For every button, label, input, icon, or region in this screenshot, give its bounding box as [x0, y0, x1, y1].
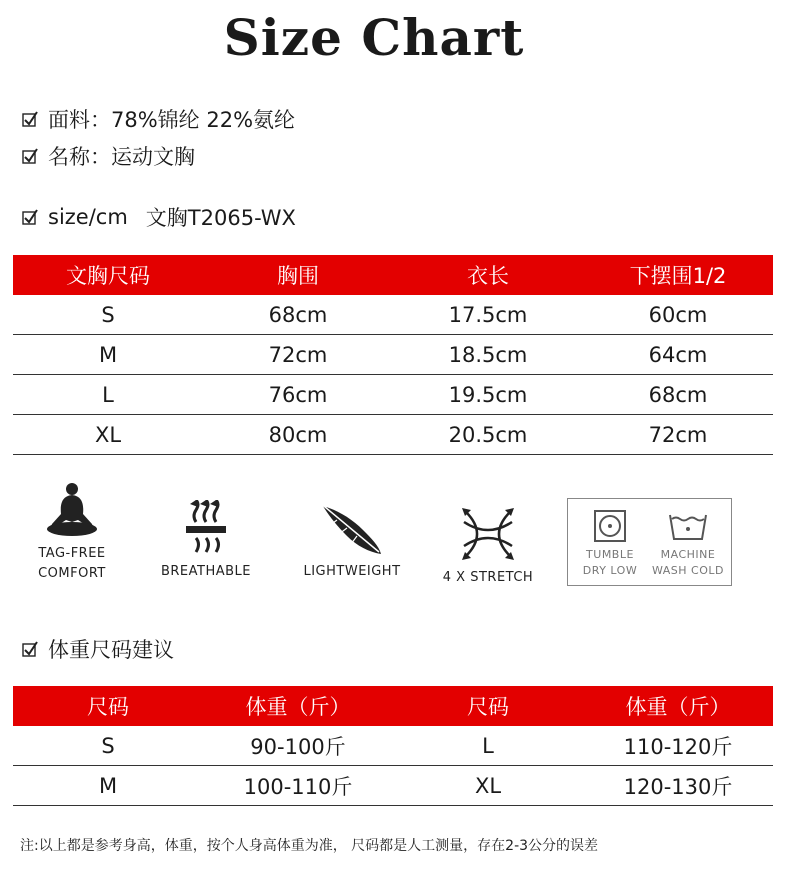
table-cell: 80cm: [203, 415, 393, 455]
stretch-feature: [432, 504, 544, 588]
column-header: 体重（斤）: [203, 686, 393, 726]
table-cell: 120-130斤: [583, 766, 773, 806]
tag-free-feature: [22, 480, 122, 584]
checkbox-checked-icon: [22, 148, 38, 164]
table-cell: XL: [13, 415, 203, 455]
fabric-line: [22, 104, 295, 134]
table-cell: XL: [393, 766, 583, 806]
table-cell: 64cm: [583, 335, 773, 375]
model-text: 文胸T2065-WX: [145, 206, 296, 230]
size-unit-line: [22, 202, 296, 232]
table-row: [13, 726, 773, 766]
table-row: [13, 766, 773, 806]
column-header: 文胸尺码: [13, 255, 203, 295]
table-cell: M: [13, 766, 203, 806]
machine-label: MACHINE: [660, 548, 716, 561]
yoga-meditation-icon: [42, 480, 102, 540]
machine-wash-icon: [668, 509, 708, 543]
table-cell: 72cm: [583, 415, 773, 455]
table-cell: 68cm: [203, 295, 393, 335]
column-header: 尺码: [13, 686, 203, 726]
breathable-feature: [150, 500, 262, 582]
stretch-label: 4 X STRETCH: [442, 570, 534, 585]
lightweight-feature: [292, 500, 412, 582]
fabric-text: 面料：78%锦纶 22%氨纶: [48, 108, 296, 132]
weight-table: [13, 686, 773, 806]
table-row: [13, 295, 773, 335]
breathable-icon: [176, 500, 236, 558]
disclaimer-note: 注:以上都是参考身高，体重，按个人身高体重为准， 尺码都是人工测量，存在2-3公分的误差: [20, 838, 599, 854]
table-cell: M: [13, 335, 203, 375]
size-table: [13, 255, 773, 455]
machine-wash-feature: [648, 509, 728, 579]
table-cell: L: [393, 726, 583, 766]
breathable-label: BREATHABLE: [160, 564, 252, 579]
tumble-dry-feature: [576, 509, 644, 579]
feather-icon: [317, 500, 387, 558]
dry-low-label: DRY LOW: [582, 564, 638, 577]
weight-table-header: [13, 686, 773, 726]
table-cell: 60cm: [583, 295, 773, 335]
table-cell: 100-110斤: [203, 766, 393, 806]
column-header: 胸围: [203, 255, 393, 295]
wash-cold-label: WASH COLD: [652, 564, 724, 577]
column-header: 衣长: [393, 255, 583, 295]
table-cell: 19.5cm: [393, 375, 583, 415]
comfort-label: COMFORT: [38, 566, 106, 581]
checkbox-checked-icon: [22, 111, 38, 127]
table-cell: 18.5cm: [393, 335, 583, 375]
column-header: 下摆围1/2: [583, 255, 773, 295]
table-cell: S: [13, 295, 203, 335]
stretch-arrows-icon: [456, 504, 520, 564]
table-cell: 76cm: [203, 375, 393, 415]
table-row: [13, 335, 773, 375]
table-cell: 90-100斤: [203, 726, 393, 766]
page-title: Size Chart: [223, 8, 525, 67]
name-text: 名称：运动文胸: [48, 145, 195, 169]
table-cell: 68cm: [583, 375, 773, 415]
table-cell: S: [13, 726, 203, 766]
table-cell: 72cm: [203, 335, 393, 375]
size-table-header: [13, 255, 773, 295]
table-row: [13, 415, 773, 455]
care-instructions-box: [567, 498, 732, 586]
lightweight-label: LIGHTWEIGHT: [303, 564, 401, 579]
tag-free-label: TAG-FREE: [38, 546, 106, 561]
checkbox-checked-icon: [22, 641, 38, 657]
weight-heading-line: [22, 634, 174, 664]
tumble-dry-icon: [593, 509, 627, 543]
feature-icons: [0, 480, 790, 590]
name-line: [22, 141, 195, 171]
checkbox-checked-icon: [22, 209, 38, 225]
table-cell: 20.5cm: [393, 415, 583, 455]
column-header: 尺码: [393, 686, 583, 726]
table-row: [13, 375, 773, 415]
column-header: 体重（斤）: [583, 686, 773, 726]
table-cell: L: [13, 375, 203, 415]
table-cell: 17.5cm: [393, 295, 583, 335]
tumble-label: TUMBLE: [586, 548, 634, 561]
size-unit-text: size/cm: [48, 205, 128, 229]
weight-heading: 体重尺码建议: [48, 638, 174, 662]
table-cell: 110-120斤: [583, 726, 773, 766]
